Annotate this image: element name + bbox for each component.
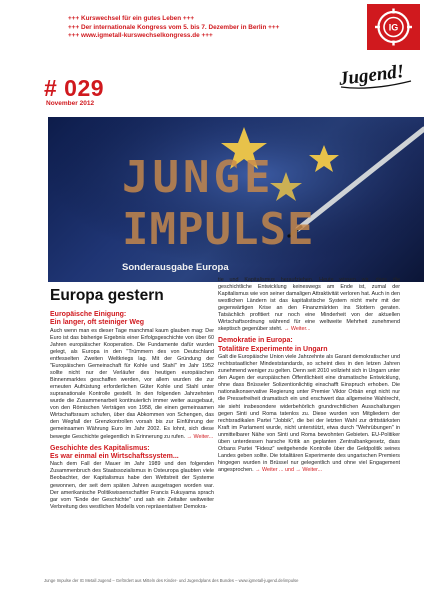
subheading: Europäische Einigung: xyxy=(50,311,127,318)
weiter-link[interactable]: → Weiter... xyxy=(186,433,214,440)
svg-text:Jugend!: Jugend! xyxy=(337,61,406,90)
subheading: Geschichte des Kapitalismus: xyxy=(50,444,150,452)
weiter-link[interactable]: → Weiter ... und xyxy=(255,466,296,473)
promo-banner xyxy=(68,15,318,41)
ig-metall-logo xyxy=(367,4,420,50)
article-paragraph: Nach dem Fall der Mauer im Jahr 1989 und den folgenden Zusammenbruch des Staatssozialismus in Osteuropa glaubten viele Beobachter, der Kapitalismus habe den Wettstreit der Systeme gewonnen, der seit dem späten Jahren ausgetragen worden war. Der amerikanische Politikwissenschaftler Francis Fukuyama sprach gar vom "Ende der Geschichte" und sah ein Zeitalter weltweiter Verbreitung des westlichen Modells von repräsentativer Demokra- xyxy=(50,461,214,510)
jugend-logo xyxy=(331,51,421,95)
promo-line: +++ Der internationale Kongress vom 5. bis 7. Dezember in Berlin +++ xyxy=(68,23,280,31)
subheading: Es war einmal ein Wirtschaftssystem... xyxy=(50,452,179,460)
subheading: Ein langer, oft steiniger Weg xyxy=(50,319,144,327)
page-footer: Junge Impulse der IG Metall Jugend – Gefördert aus Mitteln des Kinder- und Jugendplans des Bundes – www.igmetall-jugend.de/impulse xyxy=(44,578,299,583)
magazine-title xyxy=(120,146,320,254)
svg-text:IG: IG xyxy=(388,22,399,33)
promo-line: +++ Kurswechsel für ein gutes Leben +++ xyxy=(68,15,195,22)
title-impulse: IMPULSE xyxy=(122,204,315,254)
article-right-column xyxy=(218,277,400,478)
issue-date: November 2012 xyxy=(46,100,95,107)
subheading: Totalitäre Experimente in Ungarn xyxy=(218,345,328,353)
title-junge: JUNGE xyxy=(122,152,275,203)
article-paragraph: tie und Kapitalismus heraufziehen. Heute wissen wir, dass die geschichtliche Entwicklung keineswegs am Ende ist, zumal der Kapitalismus wie von seiner damaligen Attraktivität verloren hat. Auch in den westlichen Ländern ist das kapitalistische System nicht mehr mit der gegenwärtigen Krise an den Finanzmärkten ins Stottern geraten. Tatsächlich profitiert nur noch eine Minderheit von der aktuellen Wirtschaftsordnung während für eine weltweite Mehrheit zunehmend skeptisch gegenüber steht. → Weiter... xyxy=(218,277,400,333)
article-paragraph: Auch wenn man es dieser Tage manchmal kaum glauben mag: Der Euro ist das bisherige Ergebnis einer Erfolgsgeschichte von über 60 Jahren europäischer Kooperation. Die Fundamente dafür wurden gelegt, als Europa in den "Trümmern des von Deutschland entfesselten Zweiten Weltkriegs lag. Mit der Gründung der "Europäischen Gemeinschaft für Kohle und Stahl" im Jahr 1952 sollte nicht nur der Verläufer des heutigen europäischen Binnenmarktes geschaffen werden, vor allem wurden die zur erneuten Aufrüstung erforderlichen Güter Kohle und Stahl unter supranationale Kontrolle gestellt. In den folgenden Jahrzehnten wurde die Zusammenarbeit kontinuierlich immer weiter ausgebaut, von den Römischen Verträgen von 1958, die einen gemeinsamen Wirtschaftsraum schufen, über das Abkommen von Schengen, das den Wegfall der Grenzkontrollen vorsah bis zur Einführung der gemeinsamen Währung Euro im Jahr 2002. Es lohnt, sich diese bewegte Geschichte gelegentlich in Erinnerung zu rufen. → Weiter... xyxy=(50,327,214,440)
issue-number: # 029 xyxy=(44,75,105,101)
subheading: Demokratie in Europa: xyxy=(218,337,293,345)
section-title: Europa gestern xyxy=(50,287,164,304)
hero-subtitle: Sonderausgabe Europa xyxy=(122,262,229,273)
article-left-column xyxy=(50,287,214,515)
promo-line[interactable]: +++ www.igmetall-kurswechselkongress.de +++ xyxy=(68,32,213,40)
weiter-link[interactable]: → Weiter... xyxy=(295,466,323,473)
weiter-link[interactable]: → Weiter... xyxy=(283,326,311,333)
article-paragraph: Galt die Europäische Union viele Jahrzehnte als Garant demokratischer und rechtsstaatlicher Mindeststandards, so scheint dies in den letzen Jahren zunehmend weniger zu gelten. Denn seit 2010 vollzieht sich in Ungarn unter den Augen der europäischen Öffentlichkeit eine dramatische Entwicklung, ohne dass Brüsseler Solizentionlichtig einschafft Einspruch erhoben. Die nationalkonservative Regierung unter Premier Viktor Orbán engt nicht nur die Pressefreiheit dramatisch ein und erschwert das allgemeine Wahlrecht, sie sieht insbesondere widerbehörlich grundrechtlichen Ausschaltungen gegen Sinti und Roma tatenlos zu. Diese wurden von Mitgliedern der rechtsradikalen Partei "Jobbik", die bei der letzten Wahl zur drittstärksten Kraft im Parlament wurde, nicht unterstützt, etwa durch "Wehrübungen" in unmittelbarer Nähe von Sinti und Roma bewohnten Gebieten. EU-Politiker üben unterdessen harsche Kritik an geplanten Zentralbankgesetz, dass Orbans Partei "Fidesz" weitgehende Kontrolle über die Geldpolitik seines Landes geben sollte. Die totalitären Experimente des ungarischen Premiers hingegen wurden in Brüssel nur gelegentlich und ohne viel Engagement angesprochen. → Weiter ... und → Weiter... xyxy=(218,354,400,473)
